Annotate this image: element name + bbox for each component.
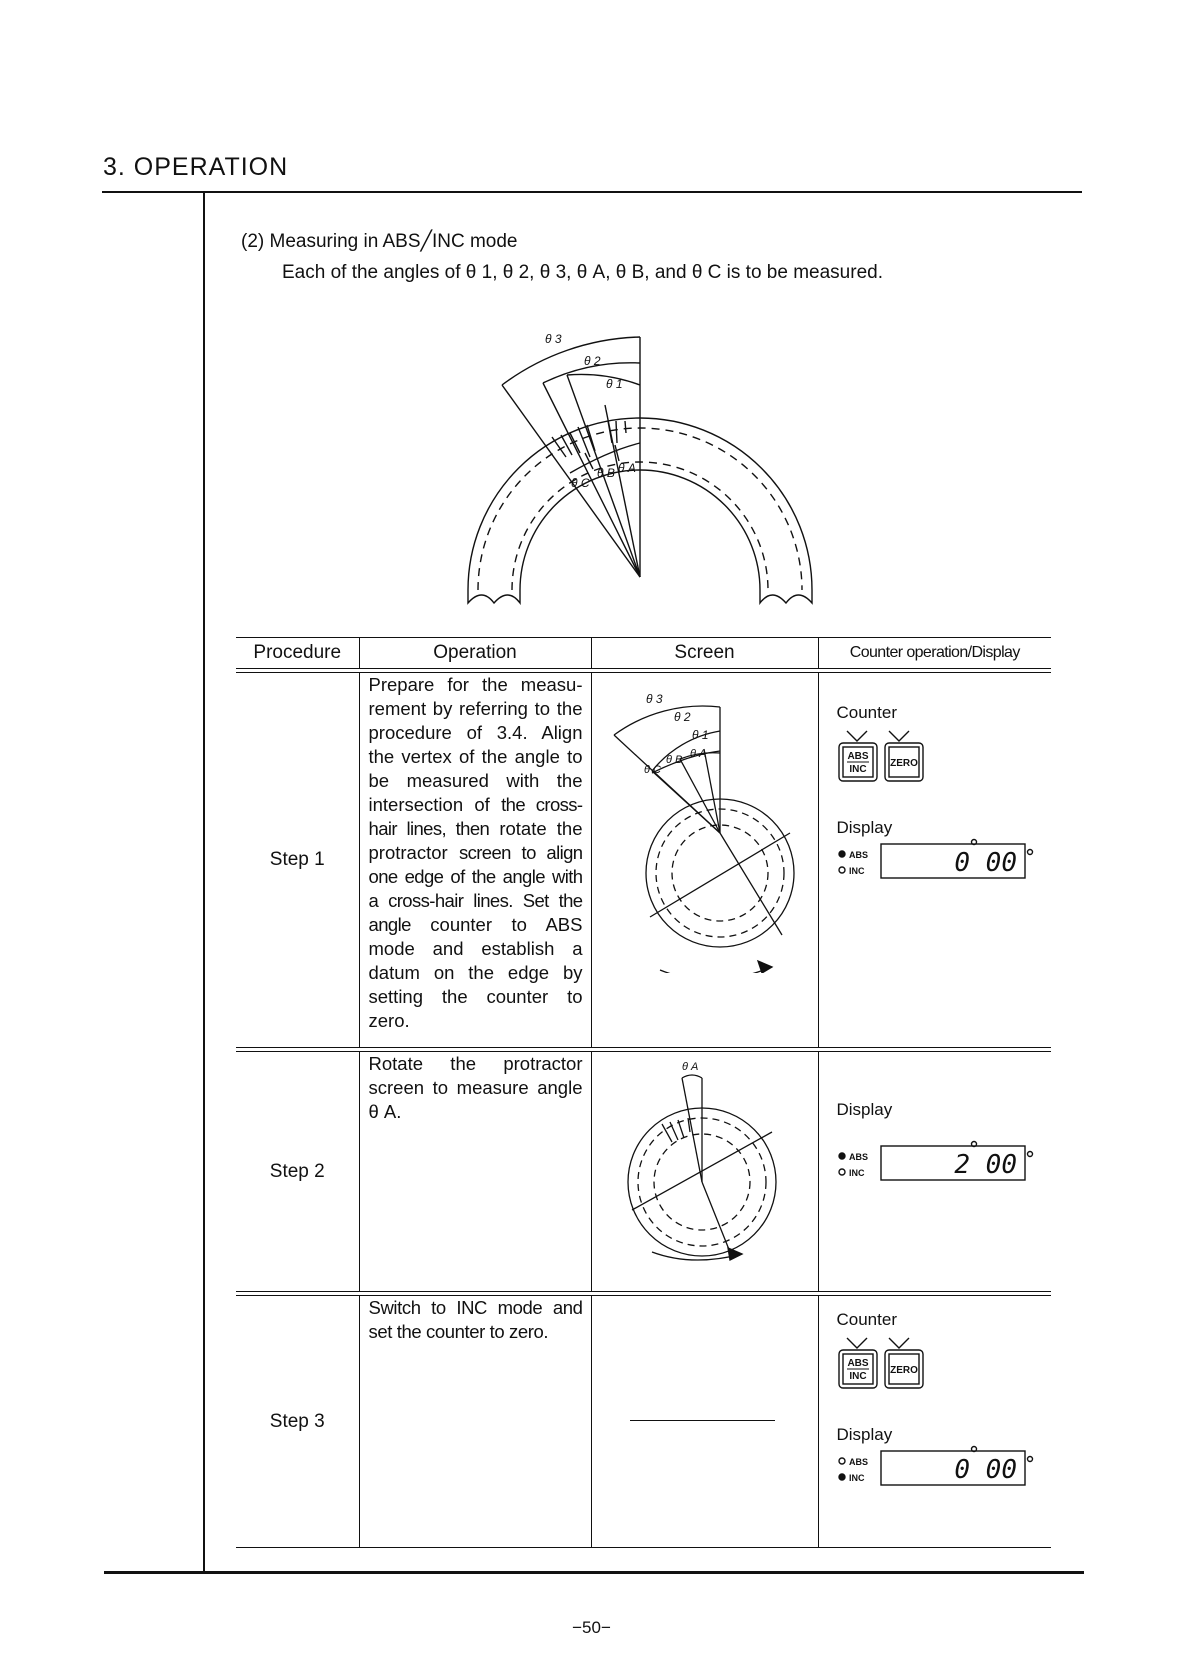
s1-theta3: θ 3 <box>645 692 663 706</box>
step-name: Step 3 <box>236 1296 359 1548</box>
step1-screen-diagram <box>592 673 819 973</box>
table-header-row <box>236 638 1051 669</box>
step-operation-text: Switch to INC mode and set the counter to zero. <box>368 1297 583 1342</box>
ray-2 <box>543 383 640 577</box>
break-left <box>468 590 520 603</box>
subsection-heading <box>241 226 883 288</box>
procedure-table <box>236 637 1051 1548</box>
bottom-rule <box>104 1571 1084 1574</box>
subsection-title: (2) Measuring in ABS╱INC mode <box>241 231 518 252</box>
step2-screen-diagram <box>592 1052 819 1272</box>
counter-label: Counter <box>836 703 897 722</box>
step-name: Step 2 <box>236 1052 359 1292</box>
label-theta3: θ 3 <box>545 332 562 346</box>
counter-buttons <box>837 1330 957 1394</box>
counter-label: Counter <box>836 1310 897 1329</box>
counter-buttons <box>837 723 957 787</box>
s1-thetaC: θ C <box>643 764 661 776</box>
display-label: Display <box>836 1425 893 1444</box>
inc-button-label: INC <box>848 1371 867 1382</box>
label-theta1: θ 1 <box>606 377 623 391</box>
display-label: Display <box>836 1100 893 1119</box>
table-row <box>236 1052 1051 1292</box>
label-thetaB: θ B <box>597 466 615 480</box>
mode-inc-indicator: INC <box>848 1168 864 1178</box>
counter-display <box>837 1140 1037 1190</box>
zero-button-label: ZERO <box>889 1365 918 1376</box>
header-counter-display: Counter operation/Display <box>818 638 1051 669</box>
s1-theta1: θ 1 <box>691 728 709 742</box>
s1-theta2: θ 2 <box>673 710 691 724</box>
mode-inc-indicator: INC <box>848 866 864 876</box>
header-operation: Operation <box>359 638 591 669</box>
mode-abs-indicator: ABS <box>848 1457 868 1467</box>
mode-abs-indicator: ABS <box>848 1152 868 1162</box>
protractor-angle-diagram <box>430 325 850 615</box>
mode-inc-indicator: INC <box>848 1473 864 1483</box>
title-rule <box>102 191 1082 193</box>
zero-button-label: ZERO <box>889 758 918 769</box>
step-operation-text: Prepare for the measu-rement by referring to the procedure of 3.4. Align the vertex of the angle to be measured with the intersection of the cross-hair lines, then rotate the protractor screen to align one edge of the angle with a cross-hair lines. Set the angle counter to ABS mode and establish a datum on the edge by setting the counter to zero. <box>368 674 583 1031</box>
s1-thetaB: θ B <box>665 754 682 766</box>
inc-button-label: INC <box>848 764 867 775</box>
display-value: 0 00 <box>953 848 1017 878</box>
header-screen: Screen <box>591 638 818 669</box>
table-row <box>236 673 1051 1048</box>
label-thetaA: θ A <box>618 461 636 475</box>
table-row <box>236 1296 1051 1548</box>
arc-theta1 <box>567 374 640 385</box>
display-label: Display <box>836 818 893 837</box>
section-title: 3. OPERATION <box>103 153 289 181</box>
header-procedure: Procedure <box>236 638 359 669</box>
mode-abs-indicator: ABS <box>848 850 868 860</box>
step3-screen-empty <box>592 1296 818 1546</box>
break-right <box>760 590 812 603</box>
counter-display <box>837 838 1037 888</box>
subsection-description: Each of the angles of θ 1, θ 2, θ 3, θ A, θ B, and θ C is to be measured. <box>282 262 883 283</box>
left-margin-rule <box>203 193 205 1573</box>
s1-thetaA: θ A <box>689 748 706 760</box>
display-value: 2 00 <box>953 1150 1017 1180</box>
page-number: −50− <box>572 1618 611 1637</box>
abs-button-label: ABS <box>846 751 869 762</box>
step-operation-text: Rotate the protractor screen to measure angle θ A. <box>368 1053 583 1122</box>
label-theta2: θ 2 <box>584 354 601 368</box>
s2-thetaA: θ A <box>681 1061 698 1073</box>
label-thetaC: θ C <box>571 476 590 490</box>
abs-button-label: ABS <box>846 1358 869 1369</box>
screen-not-applicable-dash <box>630 1420 775 1421</box>
step-name: Step 1 <box>236 673 359 1048</box>
counter-display <box>837 1445 1037 1495</box>
display-value: 0 00 <box>953 1455 1017 1485</box>
